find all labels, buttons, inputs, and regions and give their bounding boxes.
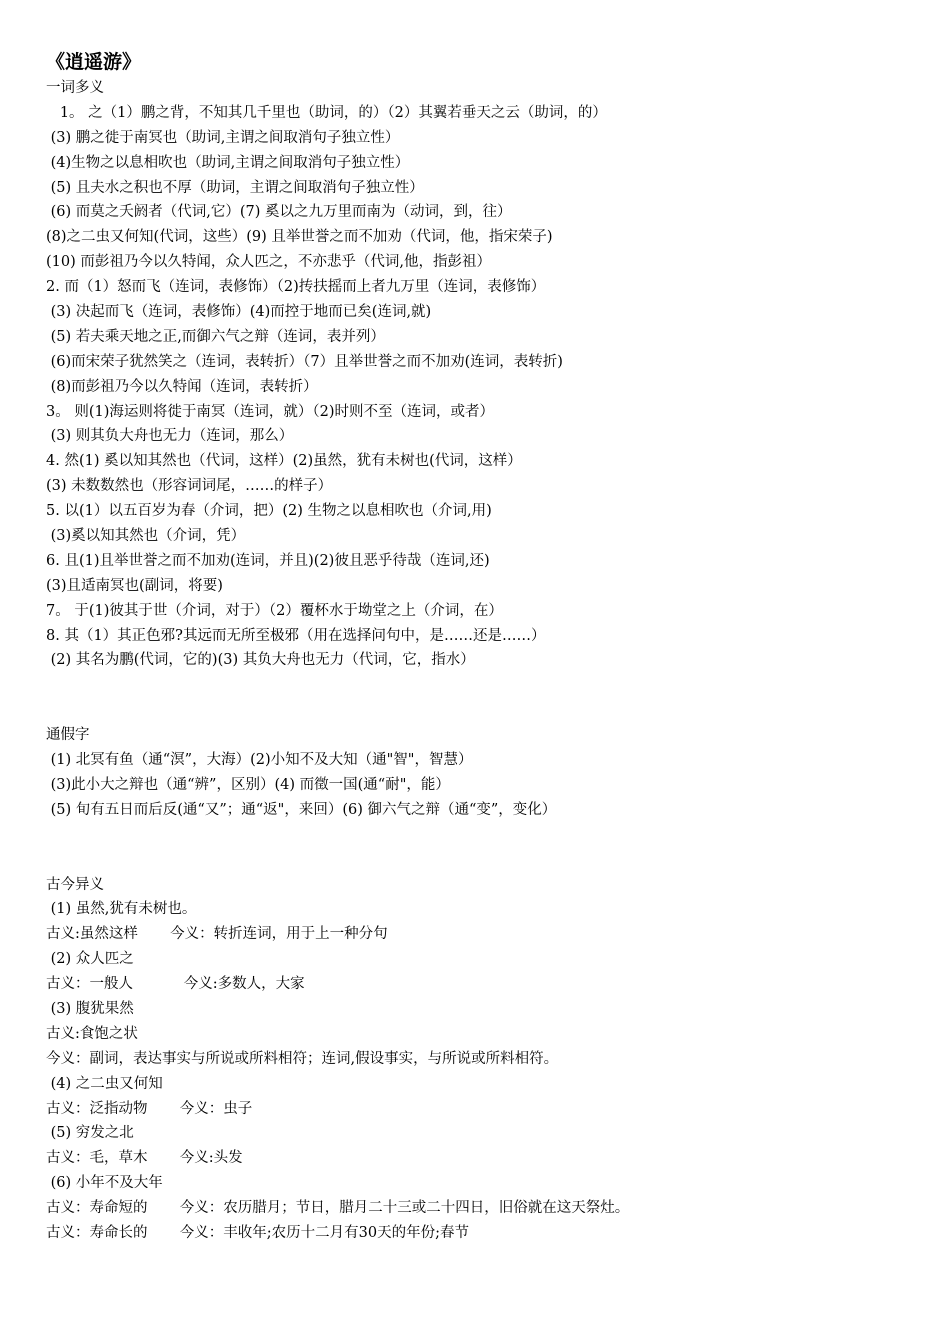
- text-line: (6)而宋荣子犹然笑之（连词，表转折）（7）且举世誉之而不加劝(连词，表转折): [46, 353, 563, 370]
- text-line: (8)之二虫又何知(代词，这些）(9) 且举世誉之而不加劝（代词，他，指宋荣子): [46, 229, 553, 246]
- section-yiciduoyi: [46, 76, 926, 673]
- text-line: 古义：毛，草木 今义:头发: [46, 1150, 243, 1167]
- text-line: (3) 未数数然也（形容词词尾，……的样子）: [46, 478, 333, 495]
- text-line: (5) 且夫水之积也不厚（助词，主谓之间取消句子独立性）: [46, 179, 424, 196]
- section-heading: 通假字: [46, 727, 90, 744]
- text-line: 古义：一般人 今义:多数人，大家: [46, 976, 305, 993]
- document-title: 《逍遥游》: [46, 51, 142, 73]
- text-line: (3)此小大之辩也（通“辨”，区别）(4) 而徵一国(通“耐"，能）: [46, 776, 450, 793]
- text-line: (3) 腹犹果然: [46, 1000, 134, 1017]
- text-line: (6) 而莫之夭阏者（代词,它）(7) 奚以之九万里而南为（动词，到，往）: [46, 204, 512, 221]
- text-line: 古义：寿命长的 今义：丰收年;农历十二月有30天的年份;春节: [46, 1225, 469, 1241]
- text-line: (5) 旬有五日而后反(通“又”；通“返"，来回）(6) 御六气之辩（通“变”，变化）: [46, 801, 557, 818]
- text-line: (4) 之二虫又何知: [46, 1075, 163, 1092]
- text-line: 8. 其（1）其正色邪?其远而无所至极邪（用在选择问句中，是……还是……）: [46, 627, 546, 644]
- text-line: 7。 于(1)彼其于世（介词，对于）（2）覆杯水于坳堂之上（介词，在）: [46, 602, 503, 619]
- text-line: 6. 且(1)且举世誉之而不加劝(连词，并且)(2)彼且恶乎待哉（连词,还): [46, 552, 490, 569]
- text-line: (5) 穷发之北: [46, 1125, 134, 1142]
- text-line: 3。 则(1)海运则将徙于南冥（连词，就）（2)时则不至（连词，或者）: [46, 403, 495, 420]
- text-line: (3) 鹏之徙于南冥也（助词,主谓之间取消句子独立性）: [46, 129, 400, 146]
- section-spacer: [46, 673, 926, 723]
- text-line: (4)生物之以息相吹也（助词,主谓之间取消句子独立性）: [46, 154, 410, 171]
- text-line: (3)且适南冥也(副词，将要): [46, 577, 223, 594]
- text-line: (3) 决起而飞（连词，表修饰）(4)而控于地而已矣(连词,就): [46, 304, 432, 321]
- text-line: 今义：副词，表达事实与所说或所料相符；连词,假设事实，与所说或所料相符。: [46, 1050, 559, 1067]
- text-line: 5. 以(1）以五百岁为春（介词，把）(2) 生物之以息相吹也（介词,用): [46, 503, 492, 520]
- text-line: (2) 众人匹之: [46, 951, 134, 968]
- text-line: 2. 而（1）怒而飞（连词，表修饰）（2)抟扶摇而上者九万里（连词，表修饰）: [46, 279, 546, 296]
- text-line: (8)而彭祖乃今以久特闻（连词，表转折）: [46, 378, 318, 395]
- section-spacer: [46, 823, 926, 873]
- text-line: (6) 小年不及大年: [46, 1175, 163, 1192]
- text-line: 1。 之（1）鹏之背，不知其几千里也（助词，的）（2）其翼若垂天之云（助词，的）: [46, 104, 607, 121]
- text-line: 古义：寿命短的 今义：农历腊月；节日，腊月二十三或二十四日，旧俗就在这天祭灶。: [46, 1200, 630, 1217]
- text-line: (2) 其名为鹏(代词，它的)(3) 其负大舟也无力（代词，它，指水）: [46, 652, 475, 669]
- section-heading: 一词多义: [46, 80, 104, 96]
- text-line: (3) 则其负大舟也无力（连词，那么）: [46, 428, 294, 445]
- section-tongjiazi: [46, 723, 926, 823]
- text-line: 古义:虽然这样 今义：转折连词，用于上一种分句: [46, 926, 388, 943]
- document-page: [46, 48, 926, 1246]
- text-line: (1) 虽然,犹有未树也。: [46, 901, 197, 918]
- section-heading: 古今异义: [46, 876, 104, 893]
- section-gujinyiyi: [46, 873, 926, 1246]
- text-line: 4. 然(1) 奚以知其然也（代词，这样）(2)虽然，犹有未树也(代词，这样）: [46, 453, 522, 470]
- text-line: (3)奚以知其然也（介词，凭）: [46, 528, 246, 545]
- text-line: (1) 北冥有鱼（通“溟”，大海）(2)小知不及大知（通"智"，智慧）: [46, 752, 473, 769]
- text-line: 古义:食饱之状: [46, 1025, 138, 1042]
- text-line: (5) 若夫乘天地之正,而御六气之辩（连词，表并列）: [46, 328, 385, 345]
- text-line: (10) 而彭祖乃今以久特闻，众人匹之，不亦悲乎（代词,他，指彭祖）: [46, 254, 491, 271]
- text-line: 古义：泛指动物 今义：虫子: [46, 1100, 253, 1117]
